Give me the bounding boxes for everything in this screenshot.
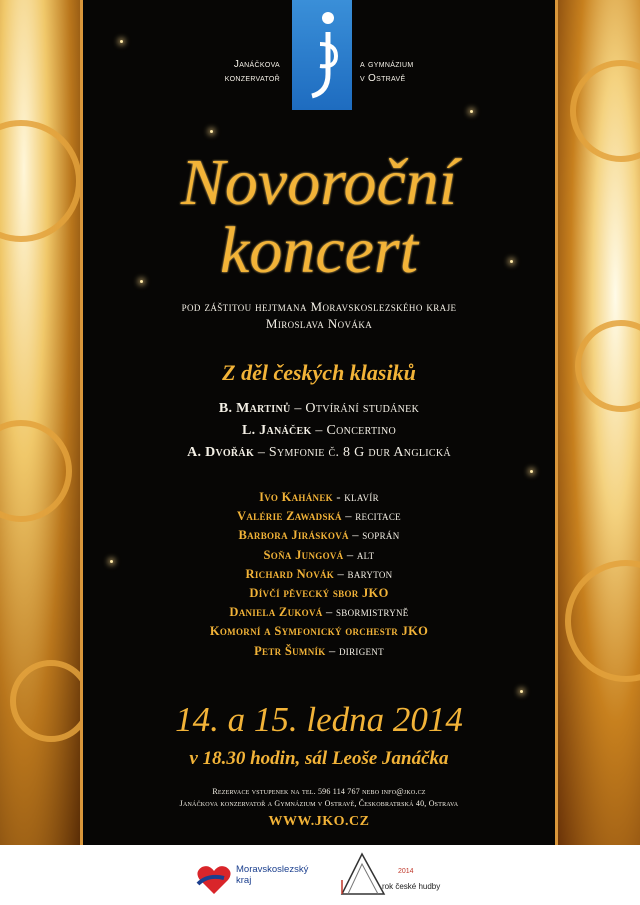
work-item: [80, 398, 558, 420]
work-composer: B. Martinů: [218, 401, 291, 416]
works-list: [80, 398, 558, 464]
performer-role: - klavír: [332, 490, 379, 504]
performer-item: [80, 565, 558, 584]
msk-heart-icon: [194, 862, 234, 898]
sparkle: [210, 130, 213, 133]
performer-name: Richard Novák: [245, 566, 335, 581]
patronage-line2: Miroslava Nováka: [265, 316, 373, 331]
institution-right-line2: v Ostravě: [360, 73, 406, 84]
concert-time-place: v 18.30 hodin, sál Leoše Janáčka: [189, 748, 449, 769]
rok-ceske-hudby-icon: [338, 850, 388, 900]
website-link[interactable]: WWW.JKO.CZ: [268, 814, 370, 829]
msk-line2: kraj: [236, 875, 252, 886]
performer-name: Petr Šumník: [254, 643, 326, 658]
institution-left-line2: konzervatoř: [224, 73, 280, 84]
concert-dates: 14. a 15. ledna 2014: [175, 700, 463, 739]
sparkle: [520, 690, 523, 693]
institution-right-line1: a gymnázium: [360, 59, 414, 70]
rok-year: 2014: [398, 868, 414, 875]
performer-name: Ivo Kahánek: [259, 490, 333, 504]
patronage: [80, 298, 558, 332]
jko-logo: [292, 0, 352, 110]
performer-role: – sbormistryně: [322, 605, 409, 620]
work-item: [80, 420, 558, 442]
performer-item: [80, 622, 558, 641]
reservation-info: [80, 786, 558, 810]
institution-name-right: [360, 58, 500, 86]
program-title: Z děl českých klasiků: [222, 360, 416, 385]
work-piece: – Symfonie č. 8 G dur Anglická: [254, 445, 451, 460]
institution-left-line1: Janáčkova: [233, 59, 280, 70]
performer-item: [80, 584, 558, 603]
performers-list: [80, 488, 558, 661]
performer-item: [80, 488, 558, 507]
performer-name: Barbora Jirásková: [238, 528, 349, 543]
work-composer: L. Janáček: [241, 423, 312, 438]
title-line1: Novoroční: [180, 146, 458, 219]
performer-name: Daniela Zuková: [229, 605, 323, 620]
performer-item: [80, 642, 558, 661]
sparkle: [530, 470, 533, 473]
performer-role: – baryton: [334, 566, 393, 581]
performer-item: [80, 546, 558, 565]
patronage-line1: pod záštitou hejtmana Moravskoslezského kraje: [181, 299, 457, 314]
performer-item: [80, 526, 558, 545]
reservation-line2: Janáčkova konzervatoř a Gymnázium v Ostravě, Českobratrská 40, Ostrava: [179, 799, 459, 808]
title-line2: koncert: [220, 214, 418, 287]
work-item: [80, 442, 558, 464]
performer-name: Valérie Zawadská: [237, 509, 342, 524]
performer-role: – alt: [343, 547, 375, 562]
performer-item: [80, 603, 558, 622]
rok-label: rok české hudby: [382, 882, 441, 891]
performer-name: Komorní a Symfonický orchestr JKO: [209, 624, 429, 639]
msk-label: [236, 864, 308, 886]
performer-name: Soňa Jungová: [263, 547, 344, 562]
reservation-line1: Rezervace vstupenek na tel. 596 114 767 nebo info@jko.cz: [212, 787, 426, 796]
work-piece: – Concertino: [311, 423, 397, 438]
performer-role: – recitace: [341, 509, 401, 524]
institution-name-left: [140, 58, 280, 86]
sparkle: [470, 110, 473, 113]
performer-name: Dívčí pěvecký sbor JKO: [249, 586, 389, 601]
work-composer: A. Dvořák: [187, 445, 255, 460]
performer-role: – dirigent: [325, 643, 384, 658]
performer-role: – soprán: [348, 528, 400, 543]
sparkle: [120, 40, 123, 43]
rok-ceske-hudby-logo: [338, 850, 388, 905]
msk-line1: Moravskoslezský: [236, 864, 309, 875]
performer-item: [80, 507, 558, 526]
work-piece: – Otvírání studánek: [290, 401, 420, 416]
